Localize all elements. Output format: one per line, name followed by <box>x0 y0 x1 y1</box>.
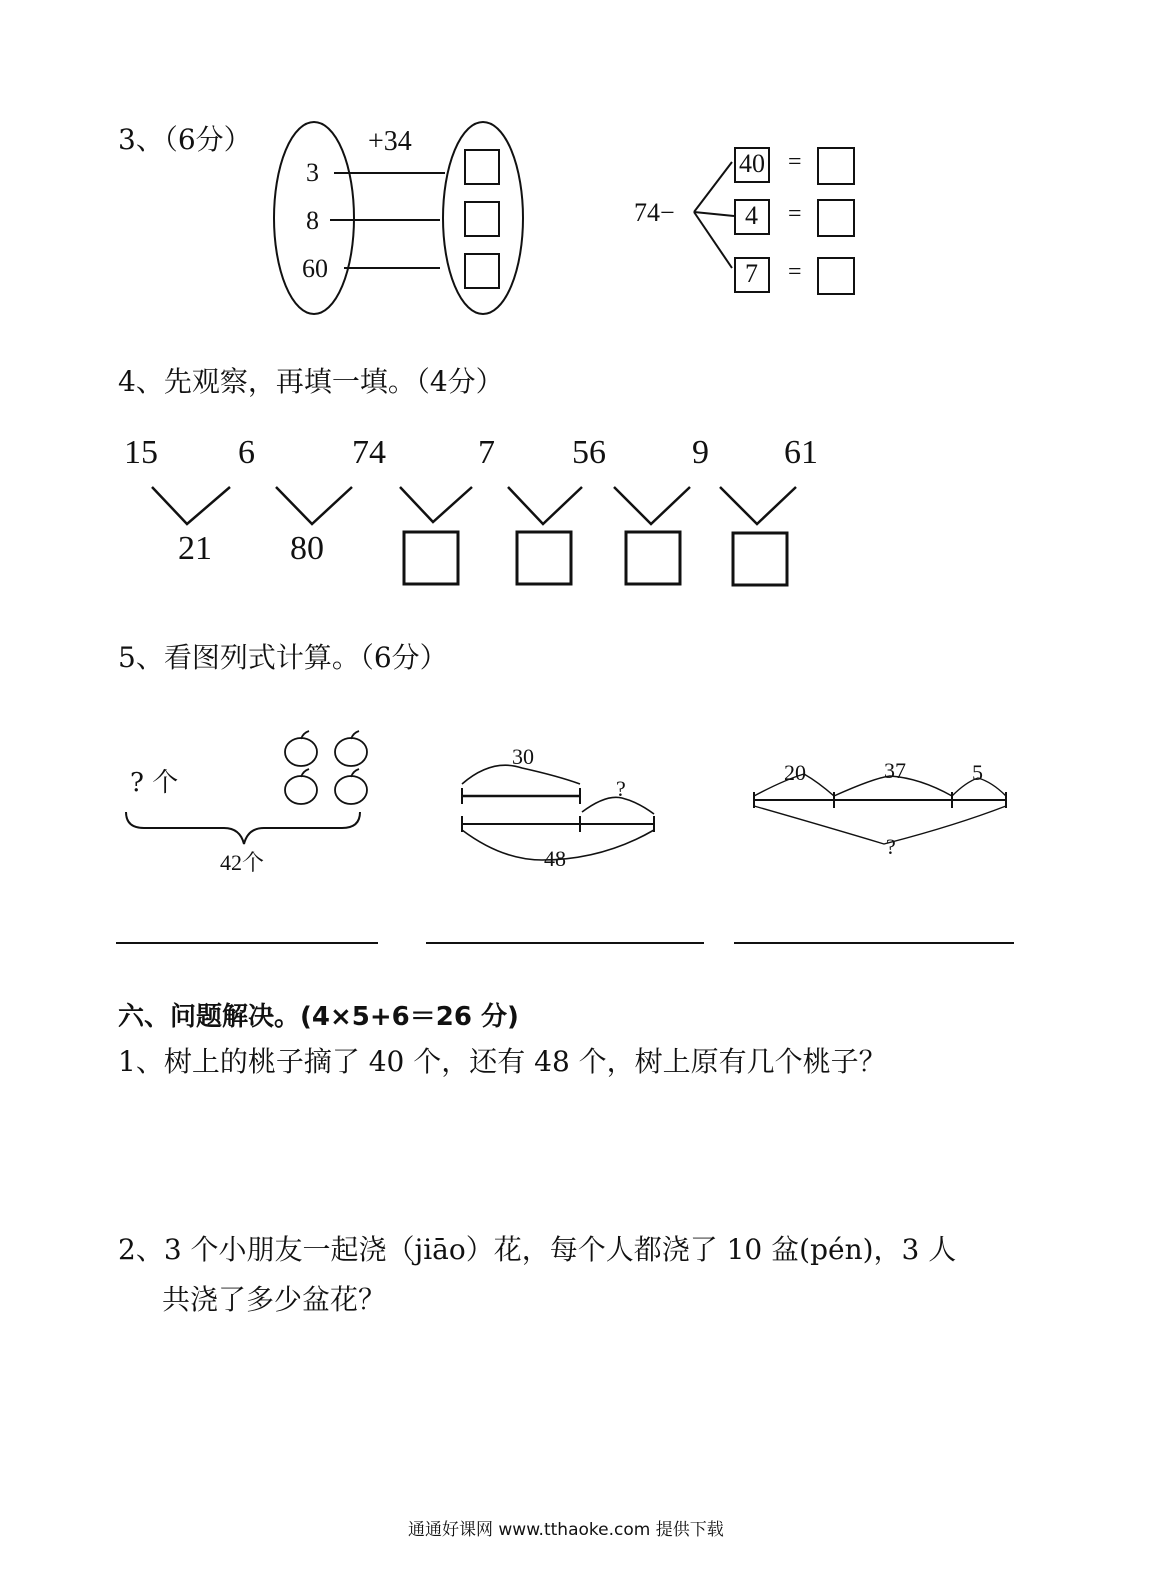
q4-num-56: 56 <box>572 434 606 471</box>
branch-line-3 <box>694 212 732 268</box>
answer-box-3 <box>465 254 499 288</box>
answer-box-1 <box>465 150 499 184</box>
v-shape-1 <box>152 487 230 524</box>
q4-num-7: 7 <box>478 434 495 471</box>
fig1-total: 42个 <box>220 850 265 875</box>
result-box-1 <box>818 148 854 184</box>
q5-title: 5、看图列式计算。（6分） <box>118 641 448 674</box>
branch-line-2 <box>694 212 734 216</box>
fig3-a: 20 <box>784 760 806 785</box>
result-box-3 <box>818 258 854 294</box>
fig2-top: 30 <box>512 744 534 769</box>
q3-equals-3: = <box>788 259 802 285</box>
apple-icon <box>285 731 367 804</box>
q4-num-74: 74 <box>352 434 386 471</box>
arc-total <box>754 806 1006 844</box>
q3-title: 3、（6分） <box>118 123 252 156</box>
q4-box-3 <box>626 532 680 584</box>
v-shape-3 <box>400 487 472 522</box>
fig3-question: ? <box>886 834 896 859</box>
answer-line-3[interactable] <box>734 942 1014 944</box>
v-shape-4 <box>508 487 582 524</box>
branch-line-1 <box>694 162 732 212</box>
brace-bottom <box>126 812 360 844</box>
q3-equals-2: = <box>788 201 802 227</box>
answer-line-2[interactable] <box>426 942 704 944</box>
answer-box-2 <box>465 202 499 236</box>
q3-branch-1: 40 <box>739 149 765 178</box>
q3-branch-2: 4 <box>745 201 758 230</box>
q3-equals-1: = <box>788 149 802 175</box>
q4-result-21: 21 <box>178 530 212 567</box>
q4-num-9: 9 <box>692 434 709 471</box>
q4-num-6: 6 <box>238 434 255 471</box>
q4-box-1 <box>404 532 458 584</box>
footer-text: 通通好课网 www.tthaoke.com 提供下载 <box>408 1520 724 1540</box>
q3-left-1: 3 <box>306 158 319 187</box>
q4-result-80: 80 <box>290 530 324 567</box>
fig3-c: 5 <box>972 760 983 785</box>
q3-operator: +34 <box>368 126 412 157</box>
result-box-2 <box>818 200 854 236</box>
problem-2-line-2: 共浇了多少盆花？ <box>162 1283 387 1316</box>
v-shape-6 <box>720 487 796 524</box>
section6-title: 六、问题解决。(4×5+6＝26 分) <box>118 1002 519 1032</box>
q3-left-2: 8 <box>306 206 319 235</box>
q4-title: 4、先观察，再填一填。（4分） <box>118 365 504 398</box>
q3-branch-base: 74− <box>634 198 675 227</box>
problem-1: 1、树上的桃子摘了 40 个，还有 48 个，树上原有几个桃子？ <box>118 1045 887 1078</box>
answer-line-1[interactable] <box>116 942 378 944</box>
v-shape-2 <box>276 487 352 524</box>
fig2-question: ? <box>616 776 626 801</box>
q4-num-15: 15 <box>124 434 158 471</box>
fig1-question: ? 个 <box>130 768 179 798</box>
fig2-bottom: 48 <box>544 846 566 871</box>
v-shape-5 <box>614 487 690 524</box>
q4-num-61: 61 <box>784 434 818 471</box>
q3-left-3: 60 <box>302 254 328 283</box>
q3-branch-3: 7 <box>745 259 758 288</box>
q4-box-2 <box>517 532 571 584</box>
problem-2-line-1: 2、3 个小朋友一起浇（jiāo）花，每个人都浇了 10 盆(pén)，3 人 <box>118 1233 957 1266</box>
q4-box-4 <box>733 533 787 585</box>
fig3-b: 37 <box>884 758 906 783</box>
